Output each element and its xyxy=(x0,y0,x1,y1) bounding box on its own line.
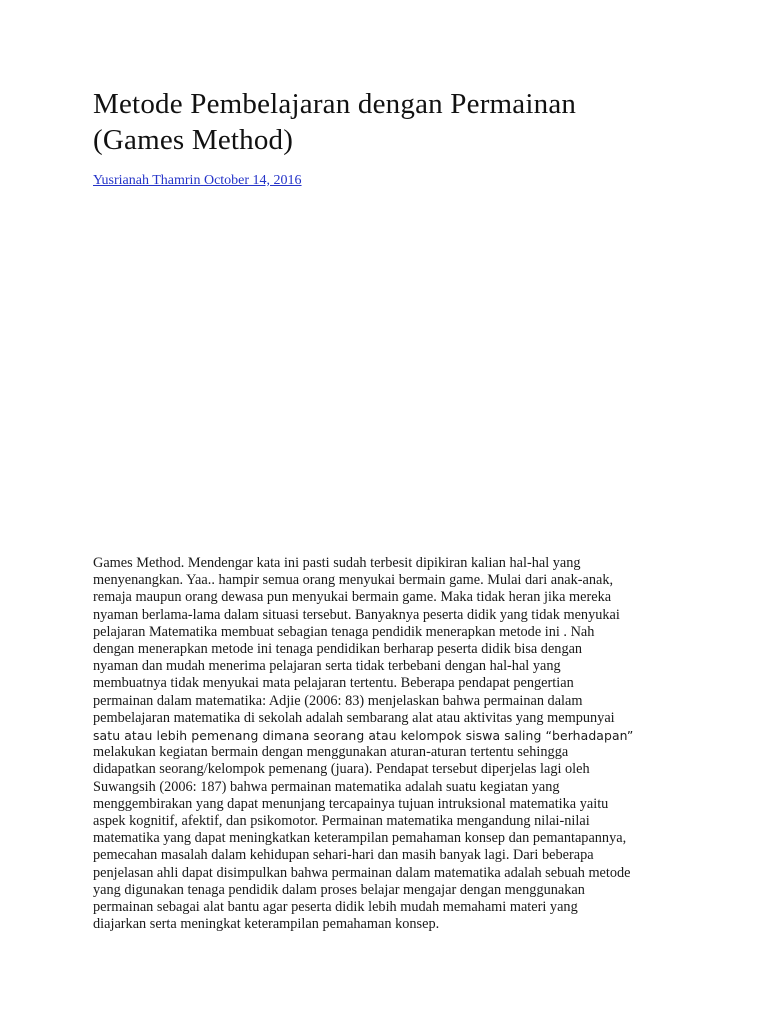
article-title xyxy=(93,86,693,158)
body-line: nyaman dan mudah menerima pelajaran serta tidak terbebani dengan hal-hal yang xyxy=(93,658,561,675)
body-line: remaja maupun orang dewasa pun menyukai bermain game. Maka tidak heran jika mereka xyxy=(93,589,612,606)
body-line: menyenangkan. Yaa.. hampir semua orang menyukai bermain game. Mulai dari anak-anak, xyxy=(93,572,614,589)
body-line: melakukan kegiatan bermain dengan menggunakan aturan-aturan tertentu sehingga xyxy=(93,744,569,761)
article-title-line-1: Metode Pembelajaran dengan Permainan xyxy=(93,88,577,120)
body-line: matematika yang dapat meningkatkan keterampilan pemahaman konsep dan pemantapannya, xyxy=(93,830,627,847)
body-line: Games Method. Mendengar kata ini pasti sudah terbesit dipikiran kalian hal-hal yang xyxy=(93,555,581,571)
body-line: permainan dalam matematika: Adjie (2006: 83) menjelaskan bahwa permainan dalam xyxy=(93,692,583,709)
body-line: dengan menerapkan metode ini tenaga pendidikan berharap peserta didik bisa dengan xyxy=(93,641,583,658)
body-line: pelajaran Matematika membuat sebagian tenaga pendidik menerapkan metode ini . Nah xyxy=(93,623,595,640)
body-line: didapatkan seorang/kelompok pemenang (juara). Pendapat tersebut diperjelas lagi oleh xyxy=(93,761,590,778)
article-body xyxy=(93,555,693,933)
body-line: diajarkan serta meningkat keterampilan pemahaman konsep. xyxy=(93,916,440,933)
body-line: menggembirakan yang dapat menunjang tercapainya tujuan intruksional matematika yaitu xyxy=(93,795,609,812)
body-line: Suwangsih (2006: 187) bahwa permainan matematika adalah suatu kegiatan yang xyxy=(93,778,560,795)
body-line: membuatnya tidak menyukai mata pelajaran tertentu. Beberapa pendapat pengertian xyxy=(93,675,574,692)
publish-date: October 14, 2016 xyxy=(203,173,302,188)
body-line: permainan sebagai alat bantu agar peserta didik lebih mudah memahami materi yang xyxy=(93,899,578,916)
body-line: aspek kognitif, afektif, dan psikomotor. Permainan matematika mengandung nilai-nilai xyxy=(93,813,590,830)
body-line: penjelasan ahli dapat disimpulkan bahwa permainan dalam matematika adalah sebuah metode xyxy=(93,864,631,881)
article-title-line-2: (Games Method) xyxy=(93,124,294,156)
author-name: Yusrianah Thamrin xyxy=(93,173,201,188)
body-line: pemecahan masalah dalam kehidupan sehari-hari dan masih banyak lagi. Dari beberapa xyxy=(93,847,594,864)
body-line: yang digunakan tenaga pendidik dalam proses belajar mengajar dengan menggunakan xyxy=(93,881,585,898)
body-line: pembelajaran matematika di sekolah adalah sembarang alat atau aktivitas yang mempunyai xyxy=(93,709,615,726)
byline-link[interactable] xyxy=(93,172,302,190)
body-line: satu atau lebih pemenang dimana seorang atau kelompok siswa saling “berhadapan” xyxy=(93,728,634,744)
body-line: nyaman berlama-lama dalam situasi tersebut. Banyaknya peserta didik yang tidak menyukai xyxy=(93,606,620,623)
